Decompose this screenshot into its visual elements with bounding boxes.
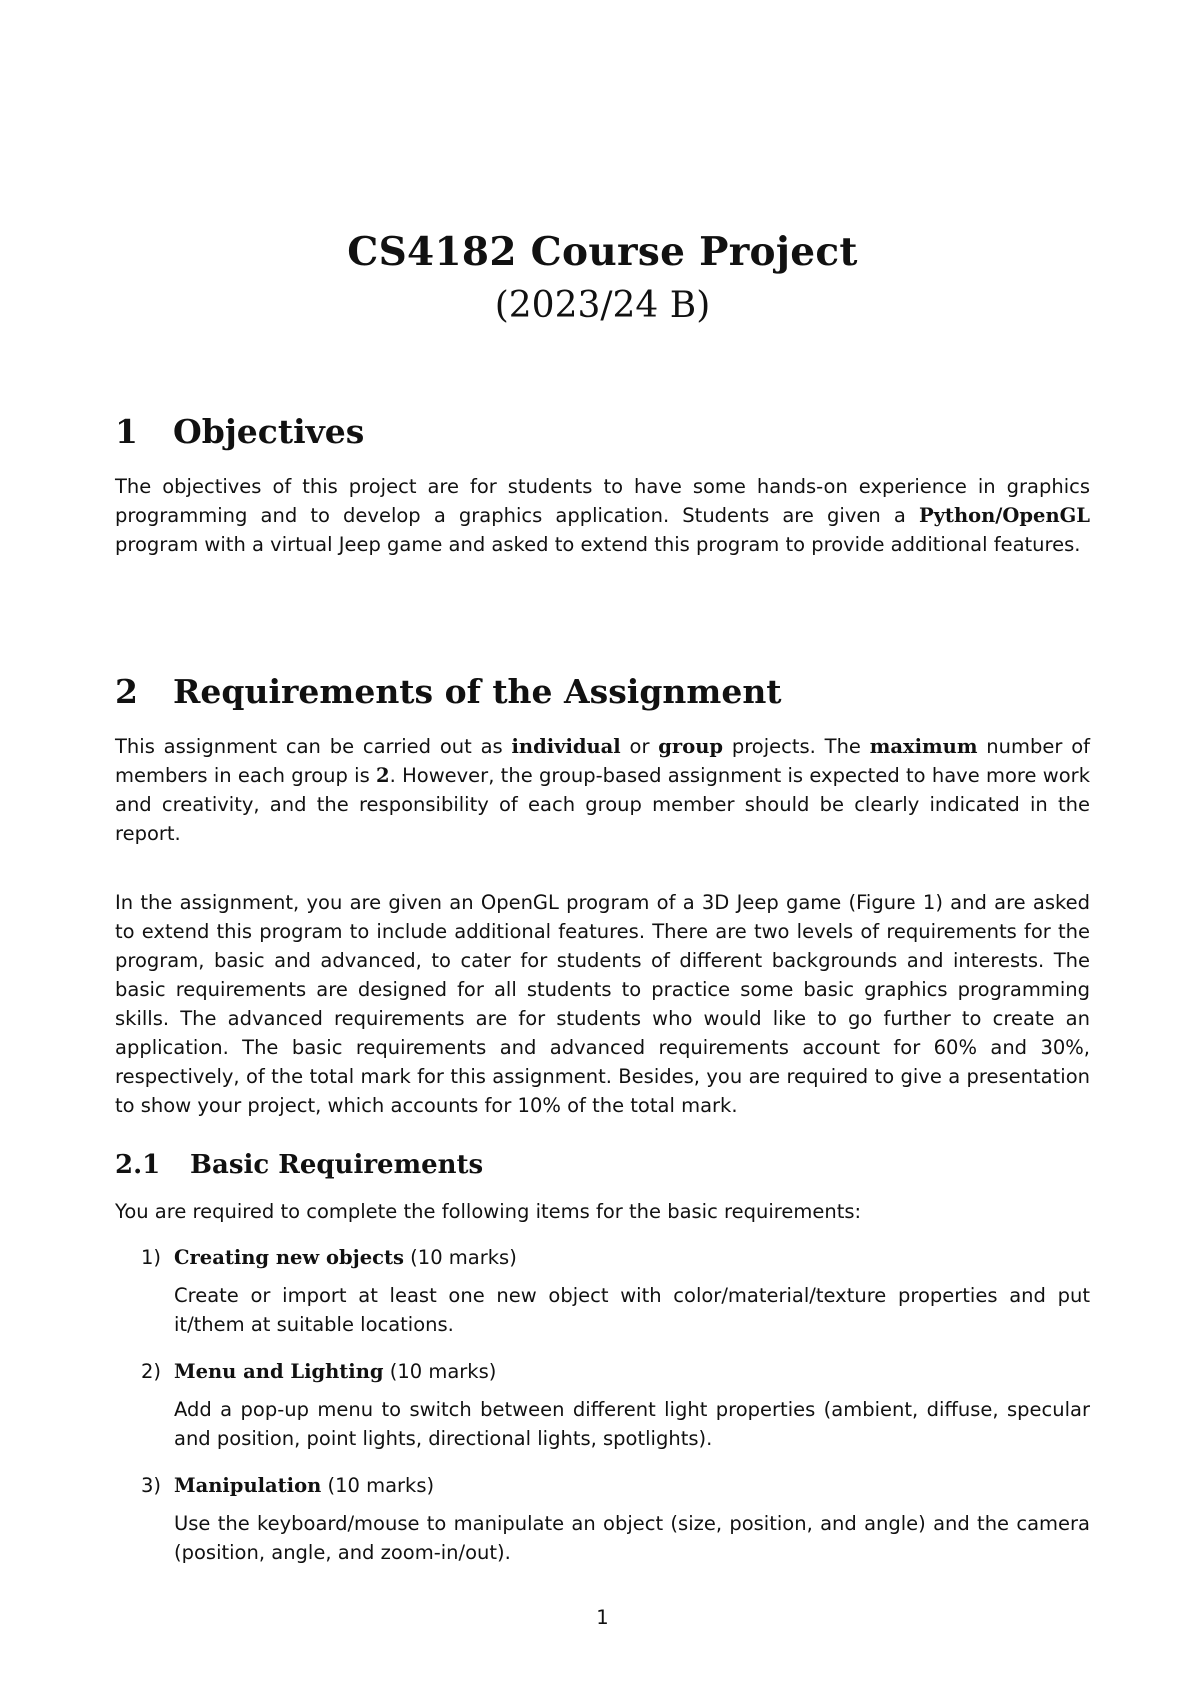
list-item-title: Creating new objects [174, 1246, 404, 1269]
list-item-heading [141, 1243, 517, 1272]
list-item-body: Create or import at least one new object with color/material/texture properties and put it/them at suitable locations. [174, 1284, 1090, 1336]
section-heading-requirements [115, 672, 782, 712]
document-page [115, 0, 1090, 1696]
bold-text: maximum [869, 735, 978, 758]
list-item-number: 1) [141, 1246, 162, 1269]
requirements-paragraph-2: In the assignment, you are given an OpenGL program of a 3D Jeep game (Figure 1) and are asked to extend this program to include additional features. There are two levels of requirements for the program, basic and advanced, to cater for students of different backgrounds and interests. The basic requirements are designed for all students to practice some basic graphics programming skills. The advanced requirements are for students who would like to go further to create an application. The basic requirements and advanced requirements account for 60% and 30%, respectively, of the total mark for this assignment. Besides, you are required to give a presentation to show your project, which accounts for 10% of the total mark. [115, 891, 1090, 1117]
bold-text: Python/OpenGL [918, 504, 1090, 527]
text-run: . However, the group-based assignment is expected to have more work and creativity, and the responsibility of each group member should be clearly indicated in the report. [115, 764, 1090, 845]
requirements-paragraph-1 [115, 732, 1090, 848]
list-item-number: 2) [141, 1360, 162, 1383]
bold-text: individual [511, 735, 621, 758]
text-run: The objectives of this project are for students to have some hands-on experience in graphics programming and to develop a graphics application. Students are given a [115, 475, 1090, 527]
list-item-marks: (10 marks) [383, 1360, 497, 1383]
list-item-heading [141, 1357, 496, 1386]
subsection-number: 2.1 [115, 1150, 161, 1180]
page-number: 1 [596, 1606, 609, 1629]
list-item-marks: (10 marks) [321, 1474, 435, 1497]
basic-requirements-intro: You are required to complete the following items for the basic requirements: [115, 1200, 862, 1223]
list-item-marks: (10 marks) [403, 1246, 517, 1269]
objectives-paragraph [115, 472, 1090, 559]
list-item-body: Use the keyboard/mouse to manipulate an object (size, position, and angle) and the camera (position, angle, and zoom-in/out). [174, 1512, 1090, 1564]
subsection-title: Basic Requirements [190, 1150, 484, 1180]
text-run: This assignment can be carried out as [115, 735, 512, 758]
section-number: 1 [115, 412, 138, 451]
list-item-title: Menu and Lighting [174, 1360, 384, 1383]
text-run: number of members in each group is [115, 735, 1090, 787]
list-item-number: 3) [141, 1474, 162, 1497]
section-number: 2 [115, 672, 138, 711]
text-run: program with a virtual Jeep game and asked to extend this program to provide additional features. [115, 533, 1081, 556]
section-title: Objectives [173, 412, 365, 451]
section-heading-objectives [115, 412, 364, 452]
list-item-body: Add a pop-up menu to switch between different light properties (ambient, diffuse, specular and position, point lights, directional lights, spotlights). [174, 1398, 1090, 1450]
bold-text: 2 [376, 764, 390, 787]
title-block [115, 226, 1090, 334]
list-item-title: Manipulation [174, 1474, 322, 1497]
text-run: projects. The [723, 735, 870, 758]
list-item-heading [141, 1471, 434, 1500]
document-subtitle: (2023/24 B) [494, 285, 711, 326]
text-run: or [620, 735, 659, 758]
document-title: CS4182 Course Project [347, 229, 858, 275]
subsection-heading-basic-requirements [115, 1148, 483, 1182]
section-title: Requirements of the Assignment [173, 672, 782, 711]
bold-text: group [658, 735, 724, 758]
